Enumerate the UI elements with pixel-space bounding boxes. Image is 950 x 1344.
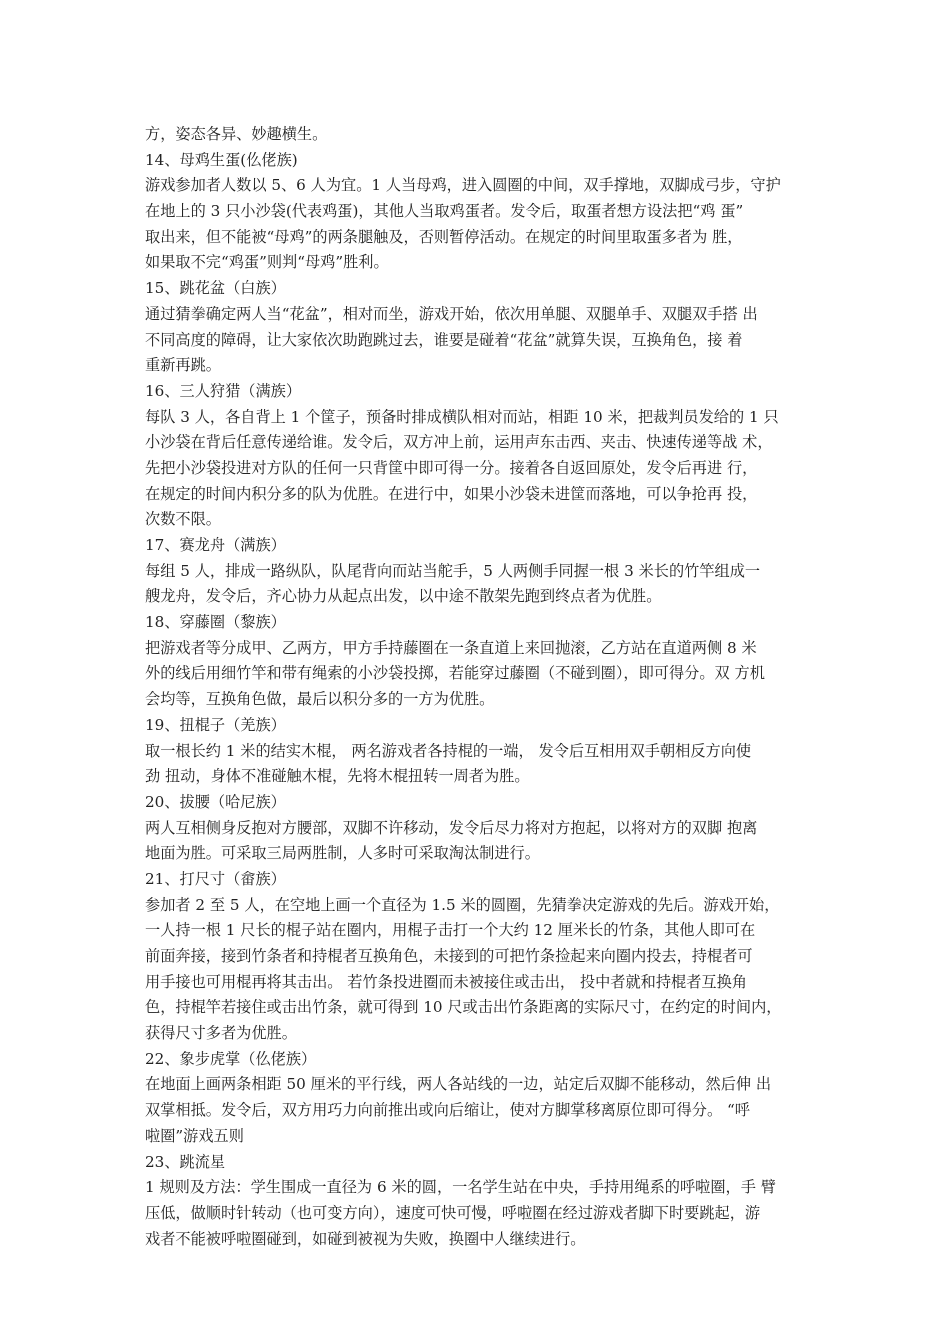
text-line: 会均等，互换角色做，最后以积分多的一方为优胜。 <box>145 690 495 709</box>
section-heading: 22、象步虎掌（仫佬族） <box>145 1049 317 1068</box>
text-line: 啦圈”游戏五则 <box>145 1126 244 1145</box>
text-line: 外的线后用细竹竿和带有绳索的小沙袋投掷，若能穿过藤圈（不碰到圈），即可得分。双 方机 <box>145 664 765 683</box>
text-line: 在规定的时间内积分多的队为优胜。在进行中，如果小沙袋未进筐而落地，可以争抢再 投， <box>145 484 758 503</box>
text-line: 双掌相抵。发令后，双方用巧力向前推出或向后缩让，使对方脚掌移离原位即可得分。 “呼 <box>145 1101 750 1120</box>
text-line: 1 规则及方法：学生围成一直径为 6 米的圆，一名学生站在中央，手持用绳系的呼啦圈，手 臂 <box>145 1178 776 1197</box>
text-line: 一人持一根 1 尺长的棍子站在圈内，用棍子击打一个大约 12 厘米长的竹条，其他人即可在 <box>145 921 756 940</box>
section-heading: 16、三人狩猎（满族） <box>145 381 302 400</box>
text-line: 戏者不能被呼啦圈碰到，如碰到被视为失败，换圈中人继续进行。 <box>145 1229 586 1248</box>
text-line: 小沙袋在背后任意传递给谁。发令后，双方冲上前，运用声东击西、夹击、快速传递等战 术， <box>145 433 773 452</box>
text-line: 用手接也可用棍再将其击出。 若竹条投进圈而未被接住或击出， 投中者就和持棍者互换角 <box>145 972 747 991</box>
text-line: 先把小沙袋投进对方队的任何一只背筐中即可得一分。接着各自返回原处，发令后再进 行， <box>145 458 758 477</box>
section-heading: 19、扭棍子（羌族） <box>145 715 286 734</box>
text-line: 两人互相侧身反抱对方腰部，双脚不许移动，发令后尽力将对方抱起，以将对方的双脚 抱离 <box>145 818 758 837</box>
text-line: 通过猜拳确定两人当“花盆”，相对而坐，游戏开始，依次用单腿、双腿单手、双腿双手搭 出 <box>145 304 758 323</box>
text-line: 参加者 2 至 5 人，在空地上画一个直径为 1.5 米的圆圈，先猜拳决定游戏的先后。游戏开始， <box>145 895 780 914</box>
text-line: 色，持棍竿若接住或击出竹条，就可得到 10 尺或击出竹条距离的实际尺寸，在约定的时间内， <box>145 998 782 1017</box>
text-line: 压低，做顺时针转动（也可变方向），速度可快可慢，呼啦圈在经过游戏者脚下时要跳起，游 <box>145 1203 761 1222</box>
section-heading: 14、母鸡生蛋(仫佬族) <box>145 150 298 169</box>
text-line: 次数不限。 <box>145 510 221 529</box>
text-line: 游戏参加者人数以 5、6 人为宜。1 人当母鸡，进入圆圈的中间，双手撑地，双脚成弓步，守护 <box>145 176 781 195</box>
section-heading: 21、打尺寸（畲族） <box>145 869 286 888</box>
text-line: 地面为胜。可采取三局两胜制，人多时可采取淘汰制进行。 <box>145 844 540 863</box>
section-heading: 23、跳流星 <box>145 1152 226 1171</box>
text-line: 把游戏者等分成甲、乙两方，甲方手持藤圈在一条直道上来回抛滚，乙方站在直道两侧 8 米 <box>145 638 757 657</box>
section-heading: 15、跳花盆（白族） <box>145 279 286 298</box>
text-line: 劲 扭动，身体不准碰触木棍，先将木棍扭转一周者为胜。 <box>145 767 530 786</box>
text-line: 重新再跳。 <box>145 356 221 375</box>
text-line: 前面奔接，接到竹条者和持棍者互换角色，未接到的可把竹条捡起来向圈内投去，持棍者可 <box>145 947 753 965</box>
text-line: 取出来，但不能被“母鸡”的两条腿触及，否则暂停活动。在规定的时间里取蛋多者为 胜， <box>145 227 743 246</box>
section-heading: 20、拔腰（哈尼族） <box>145 792 286 811</box>
text-line: 方，姿态各异、妙趣横生。 <box>145 125 328 143</box>
text-line: 在地上的 3 只小沙袋(代表鸡蛋)，其他人当取鸡蛋者。发令后，取蛋者想方设法把“鸡 蛋” <box>145 202 744 221</box>
text-line: 在地面上画两条相距 50 厘米的平行线，两人各站线的一边，站定后双脚不能移动，然后伸 出 <box>145 1075 772 1094</box>
text-line: 不同高度的障碍，让大家依次助跑跳过去，谁要是碰着“花盆”就算失误，互换角色，接 着 <box>145 330 743 349</box>
section-heading: 18、穿藤圈（黎族） <box>145 613 286 632</box>
text-line: 如果取不完“鸡蛋”则判“母鸡”胜利。 <box>145 253 389 272</box>
document-body <box>145 122 810 1252</box>
text-line: 取一根长约 1 米的结实木棍， 两名游戏者各持棍的一端， 发令后互相用双手朝相反方向使 <box>145 741 752 760</box>
text-line: 获得尺寸多者为优胜。 <box>145 1024 297 1043</box>
text-line: 艘龙舟，发令后，齐心协力从起点出发，以中途不散架先跑到终点者为优胜。 <box>145 587 662 606</box>
text-line: 每组 5 人，排成一路纵队，队尾背向而站当舵手，5 人两侧手同握一根 3 米长的竹竿组成一 <box>145 561 761 580</box>
section-heading: 17、赛龙舟（满族） <box>145 536 286 554</box>
text-line: 每队 3 人，各自背上 1 个筐子，预备时排成横队相对而站，相距 10 米，把裁判员发给的 1 只 <box>145 407 779 426</box>
